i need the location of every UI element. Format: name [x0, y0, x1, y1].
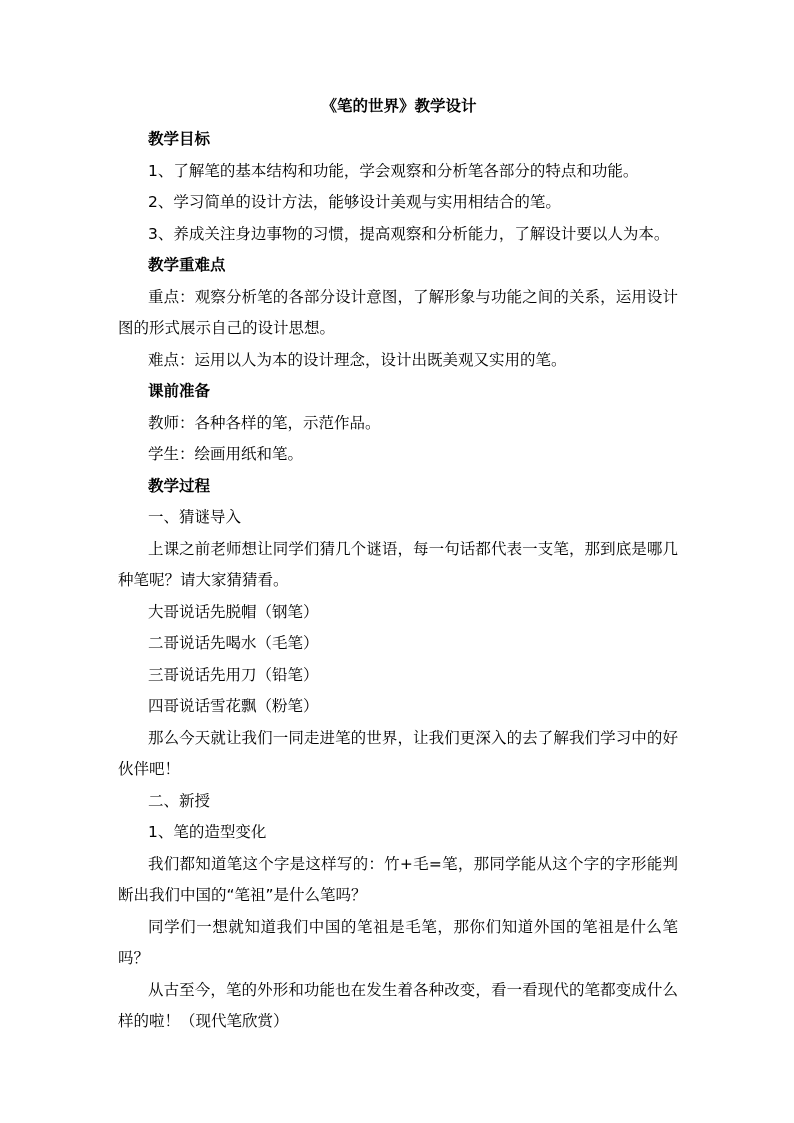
prep-heading: 课前准备	[148, 382, 211, 400]
key-point-paragraph: 重点：观察分析笔的各部分设计意图，了解形象与功能之间的关系，运用设计图的形式展示自己的设计思想。	[118, 287, 678, 337]
process-heading: 教学过程	[148, 476, 211, 495]
document-page	[118, 94, 678, 1038]
paragraph-1: 我们都知道笔这个字是这样写的：竹+毛=笔，那同学能从这个字的字形能判断出我们中国的“笔祖”是什么笔吗？	[118, 854, 678, 904]
riddle-outro-paragraph: 那么今天就让我们一同走进笔的世界，让我们更深入的去了解我们学习中的好伙伴吧！	[118, 728, 678, 778]
goal-item-1: 1、了解笔的基本结构和功能，学会观察和分析笔各部分的特点和功能。	[148, 161, 639, 180]
paragraph-3: 从古至今，笔的外形和功能也在发生着各种改变，看一看现代的笔都变成什么样的啦！（现代笔欣赏）	[118, 980, 678, 1030]
teacher-prep: 教师：各种各样的笔，示范作品。	[148, 413, 381, 432]
document-title: 《笔的世界》教学设计	[321, 97, 477, 115]
riddle-2: 二哥说话先喝水（毛笔）	[148, 634, 319, 652]
subsection-1-title: 1、笔的造型变化	[148, 823, 267, 841]
riddle-4: 四哥说话雪花飘（粉笔）	[148, 697, 319, 715]
riddle-intro-paragraph: 上课之前老师想让同学们猜几个谜语，每一句话都代表一支笔，那到底是哪几种笔呢？请大家猜猜看。	[118, 539, 678, 589]
riddle-3: 三哥说话先用刀（铅笔）	[148, 665, 319, 684]
goal-item-2: 2、学习简单的设计方法，能够设计美观与实用相结合的笔。	[148, 193, 561, 211]
step-2-title: 二、新授	[148, 791, 211, 810]
goal-item-3: 3、养成关注身边事物的习惯，提高观察和分析能力，了解设计要以人为本。	[148, 224, 670, 243]
step-1-title: 一、猜谜导入	[148, 508, 242, 526]
hard-point-paragraph: 难点：运用以人为本的设计理念，设计出既美观又实用的笔。	[148, 350, 567, 369]
paragraph-2: 同学们一想就知道我们中国的笔祖是毛笔，那你们知道外国的笔祖是什么笔吗？	[118, 917, 678, 967]
riddle-1: 大哥说话先脱帽（钢笔）	[148, 602, 319, 621]
goals-heading: 教学目标	[148, 130, 211, 148]
student-prep: 学生：绘画用纸和笔。	[148, 445, 304, 463]
difficulty-heading: 教学重难点	[148, 256, 226, 274]
